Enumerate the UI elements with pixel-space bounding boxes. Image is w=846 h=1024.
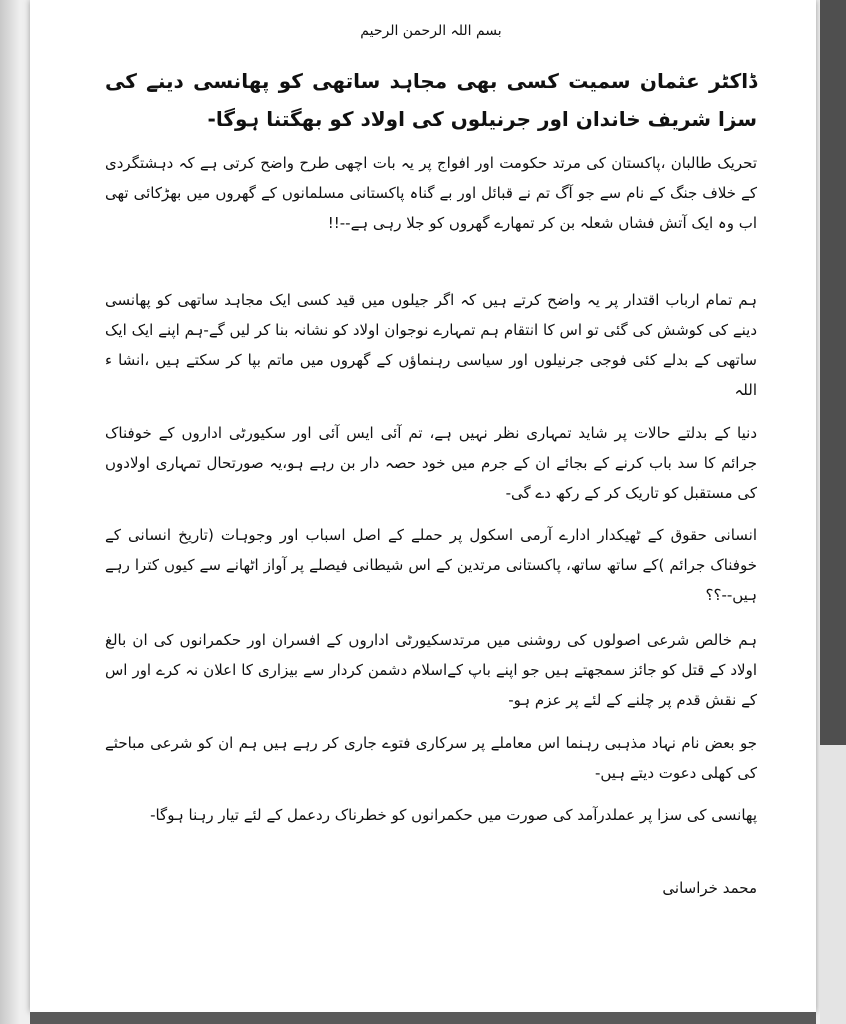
bismillah-header: بسم اللہ الرحمن الرحیم [360,23,502,39]
page-bottom-bar [30,1012,816,1024]
paragraph-1: تحریک طالبان ،پاکستان کی مرتد حکومت اور افواج پر یہ بات اچھی طرح واضح کرتی ہے کہ دہشتگردی کے خلاف جنگ کے نام سے جو آگ تم نے قبائل اور بے گناہ پاکستانی مسلمانوں کے گھروں میں بھڑکائی تھی اب وہ ایک آتش فشاں شعلہ بن کر تمھارے گھروں کو جلا رہی ہے--!! [105,154,757,232]
paragraph-6: جو بعض نام نہاد مذہبی رہنما اس معاملے پر سرکاری فتوے جاری کر رہے ہیں ہم ان کو شرعی مباحثے کی کھلی دعوت دیتے ہیں- [105,734,757,782]
document-page [30,0,816,1012]
headline: ڈاکٹر عثمان سمیت کسی بھی مجاہد ساتھی کو پھانسی دینے کی سزا شریف خاندان اور جرنیلوں کی اولاد کو بھگتنا ہوگا- [105,69,757,131]
paragraph-2: ہم تمام ارباب اقتدار پر یہ واضح کرتے ہیں کہ اگر جیلوں میں قید کسی ایک مجاہد ساتھی کو پھانسی دینے کی کوشش کی گئی تو اس کا انتقام ہم تمہارے نوجوان اولاد کو نشانہ بنا کر لیں گے-ہم اپنے ایک ایک ساتھی کے بدلے کئی فوجی جرنیلوں اور سیاسی رہنماؤں کے گھروں میں ماتم بپا کر سکتے ہیں ،انشا ء اللہ [105,291,757,399]
paragraph-3: دنیا کے بدلتے حالات پر شاید تمہاری نظر نہیں ہے، تم آئی ایس آئی اور سکیورٹی اداروں کے خوفناک جرائم کا سد باب کرنے کے بجائے ان کے جرم میں خود حصہ دار بن رہے ہو،یہ صورتحال تمہاری اولادوں کی مستقبل کو تاریک کر کے رکھ دے گی- [105,424,757,502]
scrollbar-thumb[interactable] [820,0,846,745]
paragraph-4: انسانی حقوق کے ٹھیکدار ادارے آرمی اسکول پر حملے کے اصل اسباب اور وجوہات (تاریخ انسانی کے خوفناک جرائم )کے ساتھ ساتھ، پاکستانی مرتدین کے اس شیطانی فیصلے پر آواز اٹھانے سے کیوں کترا رہے ہیں--؟؟ [105,526,757,604]
signature: محمد خراسانی [662,879,757,897]
paragraph-7: پھانسی کی سزا پر عملدرآمد کی صورت میں حکمرانوں کو خطرناک ردعمل کے لئے تیار رہنا ہوگا- [150,806,757,824]
paragraph-5: ہم خالص شرعی اصولوں کی روشنی میں مرتدسکیورٹی اداروں کے افسران اور حکمرانوں کی ان بالغ اولاد کے قتل کو جائز سمجھتے ہیں جو اپنے باپ کےاسلام دشمن کردار سے بیزاری کا اعلان نہ کرے اور اس کے نقش قدم پر چلنے کے لئے پر عزم ہو- [105,631,757,709]
